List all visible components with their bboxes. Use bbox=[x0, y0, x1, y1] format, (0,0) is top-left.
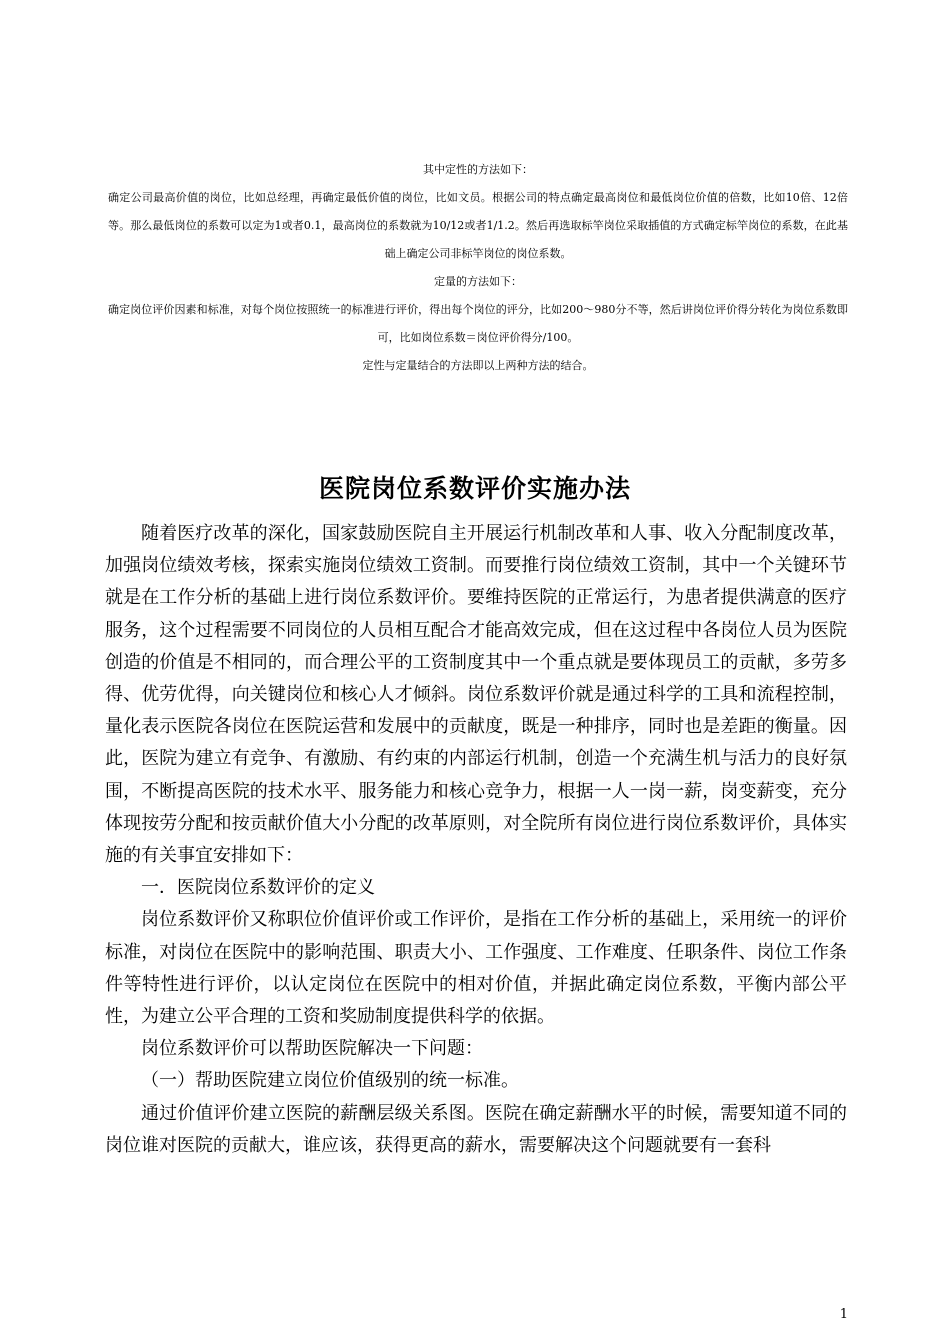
page-number: 1 bbox=[839, 1307, 848, 1322]
qualitative-method-heading: 其中定性的方法如下： bbox=[423, 163, 533, 176]
body-paragraph-definition: 岗位系数评价又称职位价值评价或工作评价，是指在工作分析的基础上，采用统一的评价标准，对岗位在医院中的影响范围、职责大小、工作强度、工作难度、任职条件、岗位工作条件等特性进行评价，以认定岗位在医院中的相对价值，并据此确定岗位系数，平衡内部公平性，为建立公平合理的工资和奖励制度提供科学的依据。 bbox=[105, 909, 847, 1028]
document-title: 医院岗位系数评价实施办法 bbox=[318, 473, 631, 503]
body-paragraph-introduction: 随着医疗改革的深化，国家鼓励医院自主开展运行机制改革和人事、收入分配制度改革，加强岗位绩效考核，探索实施岗位绩效工资制。而要推行岗位绩效工资制，其中一个关键环节就是在工作分析的基础上进行岗位系数评价。要维持医院的正常运行，为患者提供满意的医疗服务，这个过程需要不同岗位的人员相互配合才能高效完成，但在这过程中各岗位人员为医院创造的价值是不相同的，而合理公平的工资制度其中一个重点就是要体现员工的贡献，多劳多得、优劳优得，向关键岗位和核心人才倾斜。岗位系数评价就是通过科学的工具和流程控制，量化表示医院各岗位在医院运营和发展中的贡献度，既是一种排序，同时也是差距的衡量。因此，医院为建立有竞争、有激励、有约束的内部运行机制，创造一个充满生机与活力的良好氛围，不断提高医院的技术水平、服务能力和核心竞争力，根据一人一岗一薪，岗变薪变，充分体现按劳分配和按贡献价值大小分配的改革原则，对全院所有岗位进行岗位系数评价，具体实施的有关事宜安排如下： bbox=[105, 523, 847, 867]
qualitative-method-text: 确定公司最高价值的岗位，比如总经理，再确定最低价值的岗位，比如文员。根据公司的特点确定最高岗位和最低岗位价值的倍数，比如10倍、12倍等。那么最低岗位的系数可以定为1或者0.1，最高岗位的系数就为10/12或者1/1.2。然后再选取标竿岗位采取插值的方式确定标竿岗位的系数，在此基础上确定公司非标竿岗位的岗位系数。 bbox=[108, 191, 848, 260]
subsection-heading-unified-standard: （一）帮助医院建立岗位价值级别的统一标准。 bbox=[141, 1070, 519, 1092]
body-paragraph-salary-hierarchy: 通过价值评价建立医院的薪酬层级关系图。医院在确定薪酬水平的时候，需要知道不同的岗位谁对医院的贡献大，谁应该，获得更高的薪水，需要解决这个问题就要有一套科 bbox=[105, 1102, 847, 1156]
quantitative-method-text: 确定岗位评价因素和标准，对每个岗位按照统一的标准进行评价，得出每个岗位的评分，比如200～980分不等，然后讲岗位评价得分转化为岗位系数即可，比如岗位系数＝岗位评价得分/100。 bbox=[108, 303, 848, 344]
body-paragraph-problems: 岗位系数评价可以帮助医院解决一下问题： bbox=[141, 1038, 483, 1060]
section-heading-definition: 一．医院岗位系数评价的定义 bbox=[141, 877, 375, 899]
method-description-section bbox=[108, 156, 848, 380]
quantitative-method-heading: 定量的方法如下： bbox=[434, 275, 522, 288]
combined-method-text: 定性与定量结合的方法即以上两种方法的结合。 bbox=[362, 359, 594, 372]
document-body bbox=[105, 518, 847, 1162]
